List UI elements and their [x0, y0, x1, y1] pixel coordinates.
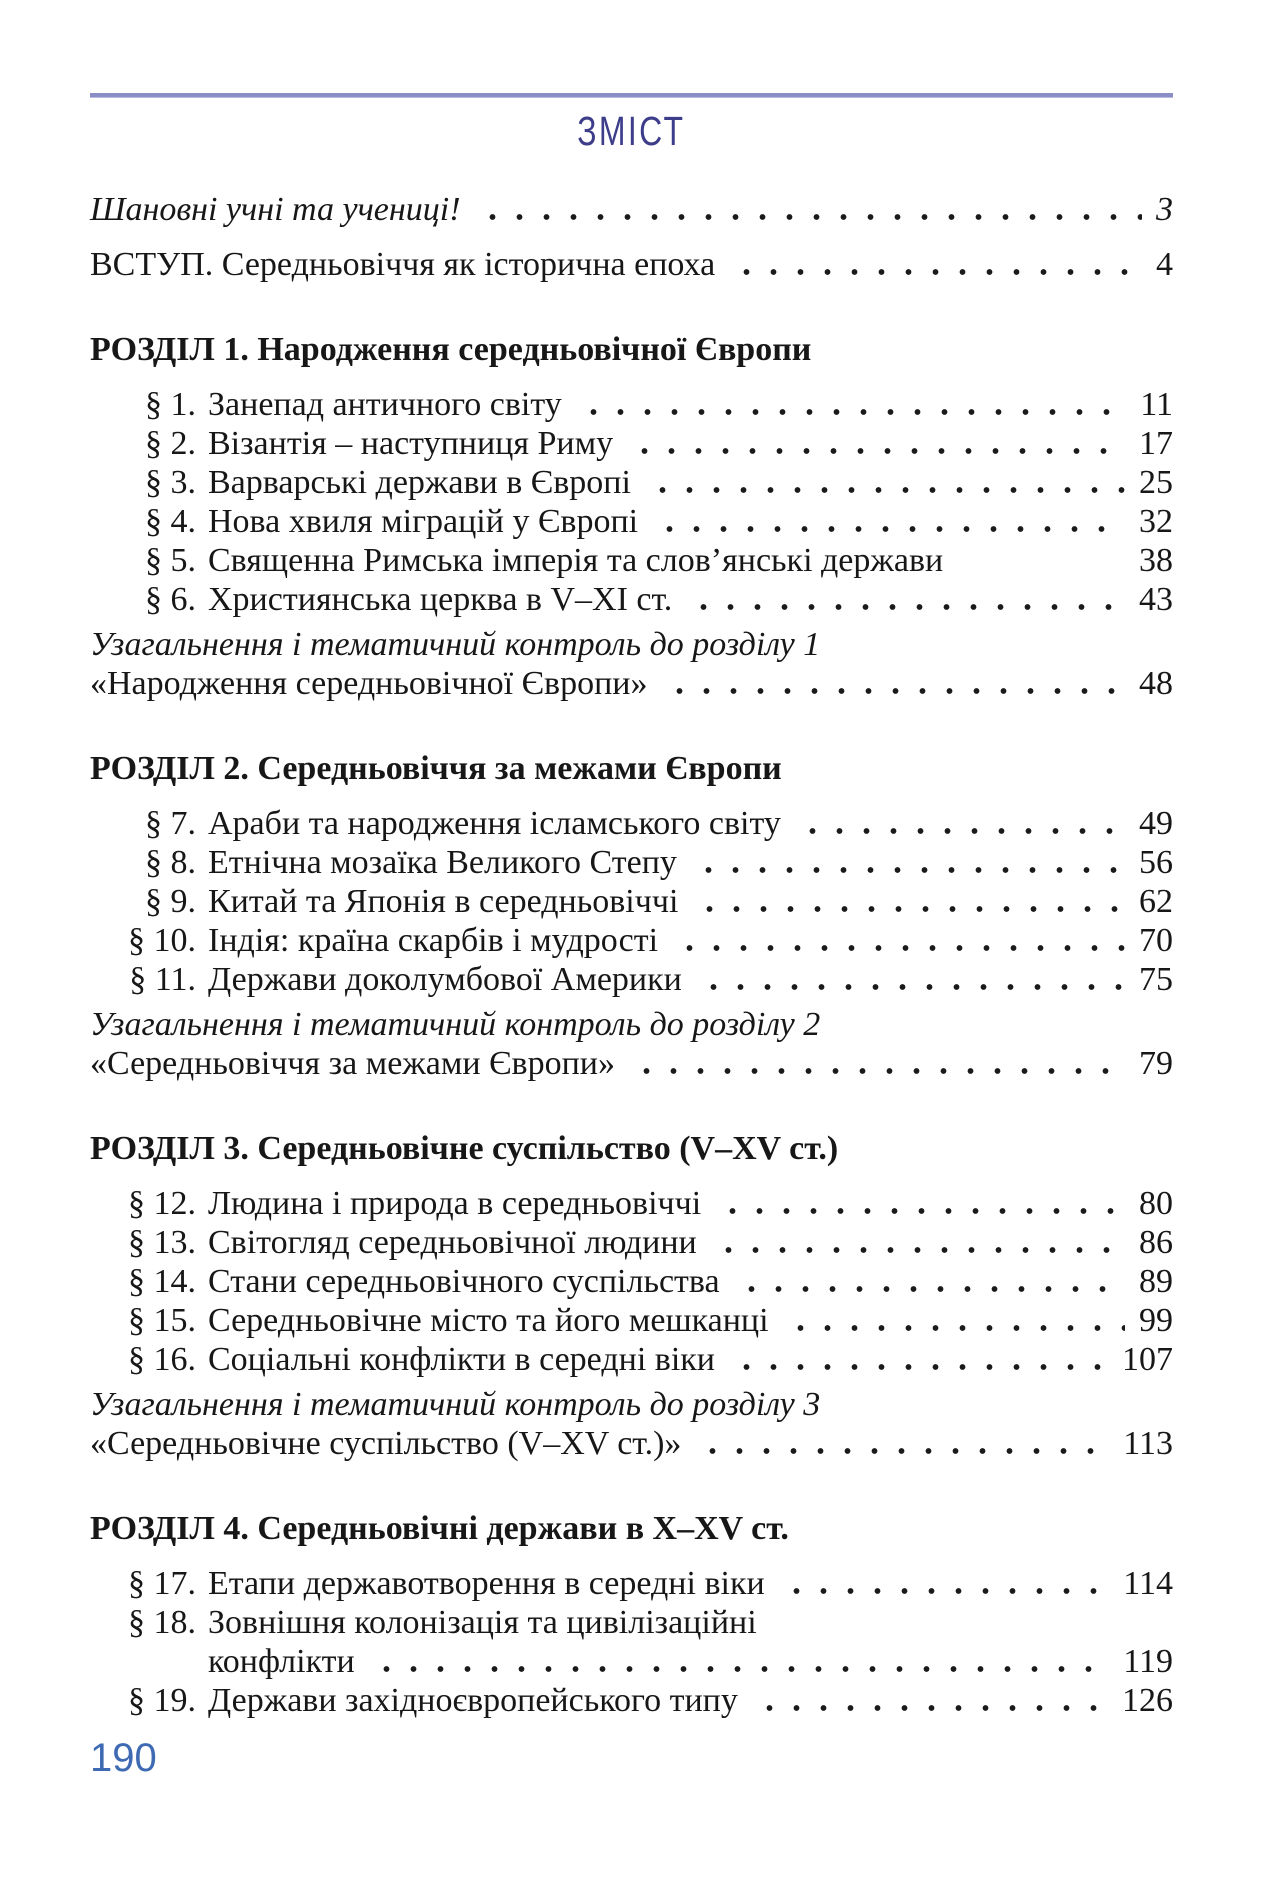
entry-title: «Народження середньовічної Європи» [90, 665, 648, 702]
entry-title: Середньовічне місто та його мешканці [208, 1302, 769, 1339]
toc-entry [90, 1223, 1173, 1262]
paragraph-number: § 10. [128, 922, 196, 959]
dot-leader [694, 960, 1125, 999]
toc-entry [90, 804, 1173, 843]
page-number: 113 [1123, 1425, 1173, 1462]
paragraph-number: § 16. [128, 1341, 196, 1378]
entry-title: Зовнішня колонізація та цивілізаційні [208, 1604, 757, 1641]
toc-entry [90, 921, 1173, 960]
dot-leader [777, 1564, 1110, 1603]
entry-title: Етапи державотворення в середні віки [208, 1565, 765, 1602]
paragraph-number: § 13. [128, 1224, 196, 1261]
page-number: 43 [1139, 581, 1173, 618]
entry-title: Священна Римська імперія та слов’янські держави [208, 542, 944, 579]
dot-leader [650, 502, 1125, 541]
paragraph-number: § 4. [145, 503, 196, 540]
toc-entry [90, 882, 1173, 921]
toc-entry [90, 502, 1173, 541]
section-heading [90, 1509, 1173, 1548]
dot-leader [750, 1681, 1108, 1720]
toc-entry [90, 424, 1173, 463]
section-heading [90, 330, 1173, 369]
dot-leader [713, 1184, 1125, 1223]
toc-entry [90, 245, 1173, 284]
page-number: 48 [1139, 665, 1173, 702]
summary-entry-line1 [90, 1385, 1173, 1424]
page-number: 3 [1156, 191, 1173, 228]
entry-title: Держави західноєвропейського типу [208, 1682, 738, 1719]
page-number: 25 [1139, 464, 1173, 501]
page-number: 80 [1139, 1185, 1173, 1222]
toc-entry [90, 1564, 1173, 1603]
toc-entry [90, 843, 1173, 882]
page-number: 56 [1139, 844, 1173, 881]
page-number: 79 [1139, 1045, 1173, 1082]
entry-title: «Середньовічне суспільство (V–XV ст.)» [90, 1425, 682, 1462]
dot-leader [627, 1044, 1125, 1083]
page-number: 75 [1139, 961, 1173, 998]
dot-leader [473, 190, 1142, 229]
entry-title-continuation: конфлікти [208, 1643, 355, 1680]
section-heading-title: РОЗДІЛ 3. Середньовічне суспільство (V–XV ст.) [90, 1130, 839, 1167]
entry-title: Людина і природа в середньовіччі [208, 1185, 702, 1222]
dot-leader [709, 1223, 1125, 1262]
page-number: 62 [1139, 883, 1173, 920]
toc-list [90, 190, 1173, 1720]
dot-leader [727, 245, 1142, 284]
paragraph-number: § 2. [145, 425, 196, 462]
paragraph-number: § 6. [145, 581, 196, 618]
paragraph-number: § 9. [145, 883, 196, 920]
dot-leader [781, 1301, 1125, 1340]
paragraph-number: § 18. [128, 1604, 196, 1641]
page-number: 11 [1140, 386, 1173, 423]
entry-title: Китай та Японія в середньовіччі [208, 883, 679, 920]
page-number: 49 [1139, 805, 1173, 842]
entry-title: Занепад античного світу [208, 386, 562, 423]
entry-title: Індія: країна скарбів і мудрості [208, 922, 659, 959]
entry-title: Етнічна мозаїка Великого Степу [208, 844, 677, 881]
page-number: 126 [1122, 1682, 1173, 1719]
paragraph-number: § 19. [128, 1682, 196, 1719]
paragraph-number: § 8. [145, 844, 196, 881]
entry-title: Держави доколумбової Америки [208, 961, 682, 998]
entry-title: Шановні учні та учениці! [90, 191, 461, 228]
dot-leader [684, 580, 1125, 619]
dot-leader [690, 882, 1125, 921]
toc-entry [90, 1184, 1173, 1223]
page-number: 70 [1139, 922, 1173, 959]
section-heading-title: РОЗДІЛ 2. Середньовіччя за межами Європи [90, 750, 782, 787]
paragraph-number: § 3. [145, 464, 196, 501]
toc-entry [90, 463, 1173, 502]
entry-title: Стани середньовічного суспільства [208, 1263, 720, 1300]
entry-title: Християнська церква в V–XI ст. [208, 581, 673, 618]
page-number: 89 [1139, 1263, 1173, 1300]
dot-leader [625, 424, 1125, 463]
entry-title: Узагальнення і тематичний контроль до розділу 2 [90, 1006, 821, 1043]
dot-leader [574, 385, 1127, 424]
entry-title: Світогляд середньовічної людини [208, 1224, 697, 1261]
dot-leader [727, 1340, 1108, 1379]
paragraph-number: § 12. [128, 1185, 196, 1222]
top-rule-divider [90, 93, 1173, 98]
section-heading [90, 749, 1173, 788]
summary-entry-line2 [90, 664, 1173, 703]
paragraph-number: § 11. [129, 961, 196, 998]
paragraph-number: § 1. [145, 386, 196, 423]
section-heading-title: РОЗДІЛ 4. Середньовічні держави в X–XV ст. [90, 1510, 789, 1547]
page-number: 86 [1139, 1224, 1173, 1261]
dot-leader [660, 664, 1126, 703]
entry-title: Узагальнення і тематичний контроль до розділу 1 [90, 626, 821, 663]
toc-entry [90, 1301, 1173, 1340]
page-number: 17 [1139, 425, 1173, 462]
toc-entry [90, 1262, 1173, 1301]
paragraph-number: § 17. [128, 1565, 196, 1602]
paragraph-number: § 14. [128, 1263, 196, 1300]
dot-leader [793, 804, 1125, 843]
dot-leader [689, 843, 1125, 882]
summary-entry-line2 [90, 1424, 1173, 1463]
summary-entry-line1 [90, 1005, 1173, 1044]
section-heading [90, 1129, 1173, 1168]
folio-page-number: 190 [90, 1736, 157, 1780]
entry-title: Варварські держави в Європі [208, 464, 631, 501]
entry-title: Візантія – наступниця Риму [208, 425, 614, 462]
page-number: 4 [1156, 246, 1173, 283]
page-number: 107 [1122, 1341, 1173, 1378]
page-number: 32 [1139, 503, 1173, 540]
toc-entry [90, 190, 1173, 229]
entry-title: ВСТУП. Середньовіччя як історична епоха [90, 246, 716, 283]
page-number: 114 [1123, 1565, 1173, 1602]
section-heading-title: РОЗДІЛ 1. Народження середньовічної Європи [90, 331, 812, 368]
dot-leader [367, 1642, 1110, 1681]
dot-leader [732, 1262, 1125, 1301]
toc-entry [90, 580, 1173, 619]
toc-entry [90, 541, 1173, 580]
page-number: 38 [1139, 542, 1173, 579]
page-title: ЗМІСТ [577, 108, 686, 154]
entry-title: Нова хвиля міграцій у Європі [208, 503, 639, 540]
dot-leader [693, 1424, 1109, 1463]
paragraph-number: § 15. [128, 1302, 196, 1339]
paragraph-number: § 7. [145, 805, 196, 842]
toc-entry-line2 [90, 1642, 1173, 1681]
dot-leader [670, 921, 1125, 960]
entry-title: Узагальнення і тематичний контроль до розділу 3 [90, 1386, 821, 1423]
toc-entry [90, 1681, 1173, 1720]
toc-entry [90, 385, 1173, 424]
paragraph-number: § 5. [145, 542, 196, 579]
entry-title: Соціальні конфлікти в середні віки [208, 1341, 715, 1378]
toc-entry [90, 960, 1173, 999]
summary-entry-line1 [90, 625, 1173, 664]
entry-title: «Середньовіччя за межами Європи» [90, 1045, 615, 1082]
toc-entry [90, 1340, 1173, 1379]
summary-entry-line2 [90, 1044, 1173, 1083]
page-number: 119 [1123, 1643, 1173, 1680]
page-number: 99 [1139, 1302, 1173, 1339]
entry-title: Араби та народження ісламського світу [208, 805, 781, 842]
dot-leader [643, 463, 1125, 502]
toc-entry-line1 [90, 1603, 1173, 1642]
